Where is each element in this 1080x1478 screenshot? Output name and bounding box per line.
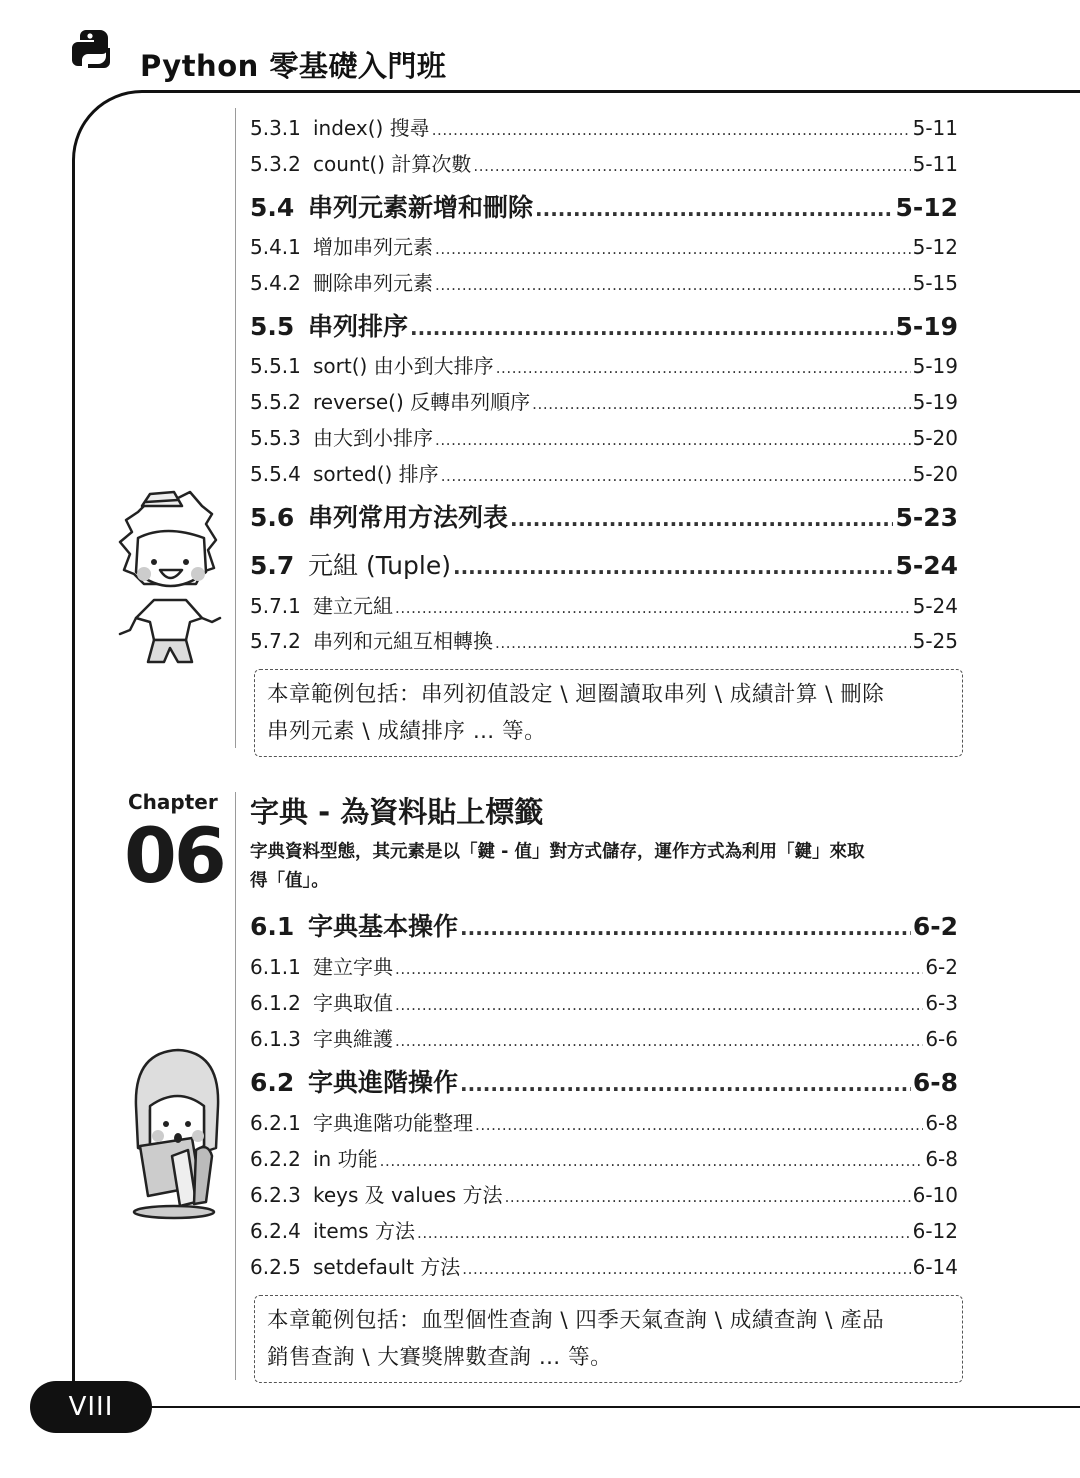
toc-entry[interactable]: 5.5.2 reverse() 反轉串列順序 ..... 5-19 [250,386,958,416]
chapter-description: 字典資料型態，其元素是以「鍵 - 值」對方式儲存，運作方式為利用「鍵」來取 得「值」。 [250,842,865,891]
toc-entry[interactable]: 5.5.1 sort() 由小到大排序 ..... 5-19 [250,350,958,380]
toc-entry[interactable]: 6.2.5 setdefault 方法 ..... 6-14 [250,1251,958,1281]
chapter-examples-note: 本章範例包括：血型個性查詢 \ 四季天氣查詢 \ 成績查詢 \ 產品 銷售查詢 \ 大賽獎牌數查詢 … 等。 [254,1295,963,1383]
column-divider-top [235,108,236,748]
girl-mascot-illustration [126,1046,228,1220]
toc-section[interactable]: 5.5 串列排序 ..... 5-19 [250,307,958,343]
toc-entry[interactable]: 5.7.2 串列和元組互相轉換 ..... 5-25 [250,625,958,655]
toc-entry[interactable]: 6.1.3 字典維護 ..... 6-6 [250,1023,958,1053]
toc-entry[interactable]: 6.1.2 字典取值 ..... 6-3 [250,987,958,1017]
toc-section[interactable]: 6.2 字典進階操作 ..... 6-8 [250,1063,958,1099]
chapter-number: 06 [124,811,224,900]
toc-entry[interactable]: 6.1.1 建立字典 ..... 6-2 [250,951,958,981]
toc-entry[interactable]: 5.4.2 刪除串列元素 ..... 5-15 [250,267,958,297]
footer-rule [150,1406,1080,1408]
toc-entry[interactable]: 6.2.2 in 功能 ..... 6-8 [250,1143,958,1173]
toc-entry[interactable]: 6.2.3 keys 及 values 方法 ..... 6-10 [250,1179,958,1209]
toc-section[interactable]: 6.1 字典基本操作 ..... 6-2 [250,907,958,943]
boy-mascot-illustration [116,488,224,670]
toc-entry[interactable]: 5.5.4 sorted() 排序 ..... 5-20 [250,458,958,488]
chapter-examples-note: 本章範例包括：串列初值設定 \ 迴圈讀取串列 \ 成績計算 \ 刪除 串列元素 \ 成績排序 … 等。 [254,669,963,757]
toc-section[interactable]: 5.7 元組 (Tuple) ..... 5-24 [250,546,958,582]
toc-entry[interactable]: 6.2.1 字典進階功能整理 ..... 6-8 [250,1107,958,1137]
chapter-title[interactable]: 字典 - 為資料貼上標籤 [250,795,544,829]
toc-entry[interactable]: 5.7.1 建立元組 ..... 5-24 [250,590,958,620]
book-title: Python 零基礎入門班 [140,49,447,83]
toc-entry[interactable]: 5.4.1 增加串列元素 ..... 5-12 [250,231,958,261]
toc-entry[interactable]: 6.2.4 items 方法 ..... 6-12 [250,1215,958,1245]
toc-entry[interactable]: 5.5.3 由大到小排序 ..... 5-20 [250,422,958,452]
chapter-label: Chapter [128,790,218,814]
toc-section[interactable]: 5.6 串列常用方法列表 ..... 5-23 [250,498,958,534]
page-number: VIII [30,1381,152,1433]
toc-entry[interactable]: 5.3.2 count() 計算次數 ..... 5-11 [250,148,958,178]
toc-section[interactable]: 5.4 串列元素新增和刪除 ..... 5-12 [250,188,958,224]
column-divider-bottom [235,792,236,1380]
python-logo-icon [70,28,114,70]
toc-entry[interactable]: 5.3.1 index() 搜尋 ..... 5-11 [250,112,958,142]
